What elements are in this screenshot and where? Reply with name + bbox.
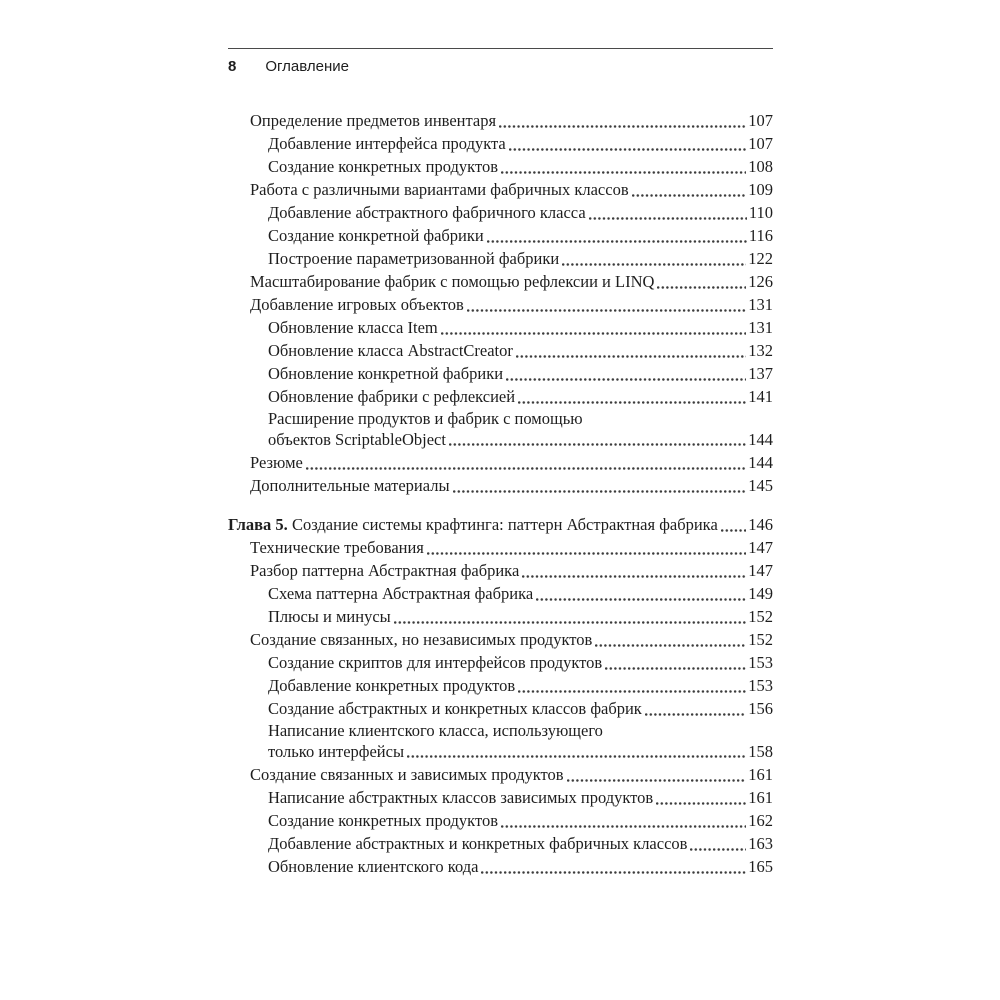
toc-page-number: 158 xyxy=(748,741,773,761)
toc-page-number: 144 xyxy=(748,429,773,449)
toc-entry xyxy=(228,155,773,178)
toc-entry xyxy=(228,270,773,293)
toc-entry-line xyxy=(228,385,773,408)
toc-entry-line xyxy=(228,559,773,582)
dot-leader xyxy=(453,490,747,493)
toc-entry-title: Схема паттерна Абстрактная фабрика xyxy=(268,584,534,603)
toc-entry-line xyxy=(228,293,773,316)
dot-leader xyxy=(516,355,746,358)
toc-page-number: 165 xyxy=(748,857,773,876)
toc-entry xyxy=(228,201,773,224)
toc-entry-line xyxy=(228,247,773,270)
toc-entry-title: Масштабирование фабрик с помощью рефлексии и LINQ xyxy=(250,272,655,291)
toc-entry-line xyxy=(228,132,773,155)
dot-leader xyxy=(595,644,746,647)
toc-entry-title: Создание скриптов для интерфейсов продуктов xyxy=(268,653,603,672)
toc-entry-line xyxy=(228,809,773,832)
toc-entry-title: Дополнительные материалы xyxy=(250,476,450,495)
toc-entry-line xyxy=(228,316,773,339)
toc-entry-line xyxy=(228,786,773,809)
toc-page-number: 162 xyxy=(748,811,773,830)
toc-entry xyxy=(228,339,773,362)
toc-page-number: 161 xyxy=(748,788,773,807)
toc-entry-line xyxy=(228,430,773,451)
toc-page-number: 131 xyxy=(748,295,773,314)
toc-entry xyxy=(228,721,773,762)
dot-leader xyxy=(721,529,746,532)
toc-page-number: 126 xyxy=(748,272,773,291)
toc-entry-line xyxy=(228,270,773,293)
toc-entry-line xyxy=(228,178,773,201)
toc-page-number: 153 xyxy=(748,676,773,695)
dot-leader xyxy=(467,309,747,312)
dot-leader xyxy=(518,690,746,693)
toc-entry-title: Создание конкретных продуктов xyxy=(268,157,498,176)
toc-entry-title: Создание связанных, но независимых продуктов xyxy=(250,630,593,649)
toc-entry-line xyxy=(228,651,773,674)
toc-entry xyxy=(228,786,773,809)
toc-entry-line xyxy=(228,832,773,855)
dot-leader xyxy=(487,240,747,243)
header-rule xyxy=(228,48,773,49)
toc-page-number: 107 xyxy=(748,111,773,130)
toc-entry xyxy=(228,536,773,559)
toc-entry xyxy=(228,628,773,651)
toc-entry xyxy=(228,247,773,270)
running-title: Оглавление xyxy=(265,58,349,75)
toc-page-number: 116 xyxy=(748,226,773,245)
dot-leader xyxy=(522,575,746,578)
dot-leader xyxy=(518,401,746,404)
toc-page-number: 122 xyxy=(748,249,773,268)
header-page-number: 8 xyxy=(228,58,237,75)
toc-entry-title: Добавление абстрактных и конкретных фабричных классов xyxy=(268,834,688,853)
toc-entry xyxy=(228,855,773,878)
toc-page-number: 108 xyxy=(748,157,773,176)
toc-entry xyxy=(228,132,773,155)
toc-entry-line xyxy=(228,362,773,385)
toc-entry xyxy=(228,224,773,247)
toc-entry-line xyxy=(228,451,773,474)
toc-entry-line xyxy=(228,674,773,697)
dot-leader xyxy=(427,552,746,555)
toc-entry xyxy=(228,832,773,855)
toc-page-number: 147 xyxy=(748,538,773,557)
toc-entry xyxy=(228,385,773,408)
toc-entry-title: Добавление игровых объектов xyxy=(250,295,464,314)
toc-page-number: 109 xyxy=(748,180,773,199)
chapter-label: Глава 5. xyxy=(228,515,288,534)
toc-entry-line xyxy=(228,628,773,651)
dot-leader xyxy=(536,598,746,601)
toc-entry-line xyxy=(228,742,773,763)
dot-leader xyxy=(394,621,747,624)
dot-leader xyxy=(481,871,746,874)
toc-entry-title: только интерфейсы xyxy=(268,741,405,761)
toc-entry-line xyxy=(228,224,773,247)
dot-leader xyxy=(657,286,746,289)
dot-leader xyxy=(589,217,747,220)
toc-page-number: 137 xyxy=(748,364,773,383)
toc-page-number: 132 xyxy=(748,341,773,360)
toc-entry xyxy=(228,763,773,786)
toc-entry-title: Разбор паттерна Абстрактная фабрика xyxy=(250,561,520,580)
dot-leader xyxy=(501,825,746,828)
toc-entry xyxy=(228,362,773,385)
dot-leader xyxy=(605,667,746,670)
toc-entry xyxy=(228,559,773,582)
toc-entry xyxy=(228,582,773,605)
toc-page-number: 152 xyxy=(748,630,773,649)
toc-entry-line xyxy=(228,697,773,720)
toc-page-number: 110 xyxy=(748,203,773,222)
toc-entry xyxy=(228,697,773,720)
toc-entry-title: Создание конкретной фабрики xyxy=(268,226,484,245)
toc-entry-line xyxy=(228,474,773,497)
toc-entry-title: Написание абстрактных классов зависимых продуктов xyxy=(268,788,654,807)
toc-entry-title: Глава 5. Создание системы крафтинга: паттерн Абстрактная фабрика xyxy=(228,515,718,534)
toc-page-number: 107 xyxy=(748,134,773,153)
dot-leader xyxy=(690,848,746,851)
toc-entry-line xyxy=(228,201,773,224)
toc-page-number: 147 xyxy=(748,561,773,580)
toc-entry-line xyxy=(228,855,773,878)
dot-leader xyxy=(506,378,746,381)
toc-entry xyxy=(228,809,773,832)
dot-leader xyxy=(501,171,746,174)
toc-entry xyxy=(228,674,773,697)
toc-entry xyxy=(228,605,773,628)
toc-entry-title: Технические требования xyxy=(250,538,424,557)
book-page xyxy=(228,0,773,878)
toc-entry-title: Создание конкретных продуктов xyxy=(268,811,498,830)
toc-entry-title: Определение предметов инвентаря xyxy=(250,111,497,130)
dot-leader xyxy=(499,125,746,128)
toc-entry xyxy=(228,474,773,497)
dot-leader xyxy=(632,194,747,197)
toc-entry-title: Создание связанных и зависимых продуктов xyxy=(250,765,564,784)
toc-entry-line xyxy=(228,409,773,430)
page-header xyxy=(228,57,773,76)
dot-leader xyxy=(449,443,746,446)
toc-page-number: 161 xyxy=(748,765,773,784)
toc-entry-title: Резюме xyxy=(250,453,303,472)
toc-page-number: 131 xyxy=(748,318,773,337)
toc-page-number: 163 xyxy=(748,834,773,853)
toc-page-number: 141 xyxy=(748,387,773,406)
toc-entry-line xyxy=(228,763,773,786)
toc-entry-title: Обновление конкретной фабрики xyxy=(268,364,504,383)
dot-leader xyxy=(562,263,746,266)
toc-entry xyxy=(228,651,773,674)
dot-leader xyxy=(656,802,746,805)
toc-entry-title: Добавление конкретных продуктов xyxy=(268,676,516,695)
toc-entry-title: Обновление фабрики с рефлексией xyxy=(268,387,516,406)
toc-entry-title: Написание клиентского класса, использующего xyxy=(268,721,603,740)
toc-page-number: 145 xyxy=(748,476,773,495)
toc-entry-title: Обновление класса Item xyxy=(268,318,438,337)
toc-entry xyxy=(228,178,773,201)
toc-entry-line xyxy=(228,109,773,132)
toc-entry-title: Обновление класса AbstractCreator xyxy=(268,341,513,360)
toc-page-number: 152 xyxy=(748,607,773,626)
toc-entry-title: Плюсы и минусы xyxy=(268,607,391,626)
toc-page-number: 156 xyxy=(748,699,773,718)
toc-entry-line xyxy=(228,721,773,742)
toc-entry-title: Расширение продуктов и фабрик с помощью xyxy=(268,409,583,428)
dot-leader xyxy=(567,779,747,782)
toc-page-number: 144 xyxy=(748,453,773,472)
toc-entry-line xyxy=(228,605,773,628)
toc-entry-line xyxy=(228,155,773,178)
toc-entry-title: Работа с различными вариантами фабричных классов xyxy=(250,180,629,199)
toc-entry-line xyxy=(228,536,773,559)
dot-leader xyxy=(645,713,746,716)
toc-entry xyxy=(228,109,773,132)
toc-chapter-entry xyxy=(228,513,773,536)
toc-entry-line xyxy=(228,339,773,362)
toc-entry xyxy=(228,409,773,450)
dot-leader xyxy=(509,148,746,151)
toc-entry xyxy=(228,293,773,316)
toc-entry-title: Добавление абстрактного фабричного класса xyxy=(268,203,586,222)
toc-entry-title: Создание абстрактных и конкретных классов фабрик xyxy=(268,699,642,718)
dot-leader xyxy=(441,332,747,335)
toc-page-number: 153 xyxy=(748,653,773,672)
toc-entry xyxy=(228,316,773,339)
dot-leader xyxy=(407,755,746,758)
toc-entry-line xyxy=(228,513,773,536)
dot-leader xyxy=(306,467,746,470)
toc-page-number: 146 xyxy=(748,515,773,534)
toc-page-number: 149 xyxy=(748,584,773,603)
toc-entry-line xyxy=(228,582,773,605)
toc-entry-title: Добавление интерфейса продукта xyxy=(268,134,506,153)
toc-list xyxy=(228,109,773,878)
toc-entry-title: объектов ScriptableObject xyxy=(268,429,446,449)
toc-entry-title: Обновление клиентского кода xyxy=(268,857,479,876)
toc-entry-title: Построение параметризованной фабрики xyxy=(268,249,560,268)
toc-entry xyxy=(228,451,773,474)
